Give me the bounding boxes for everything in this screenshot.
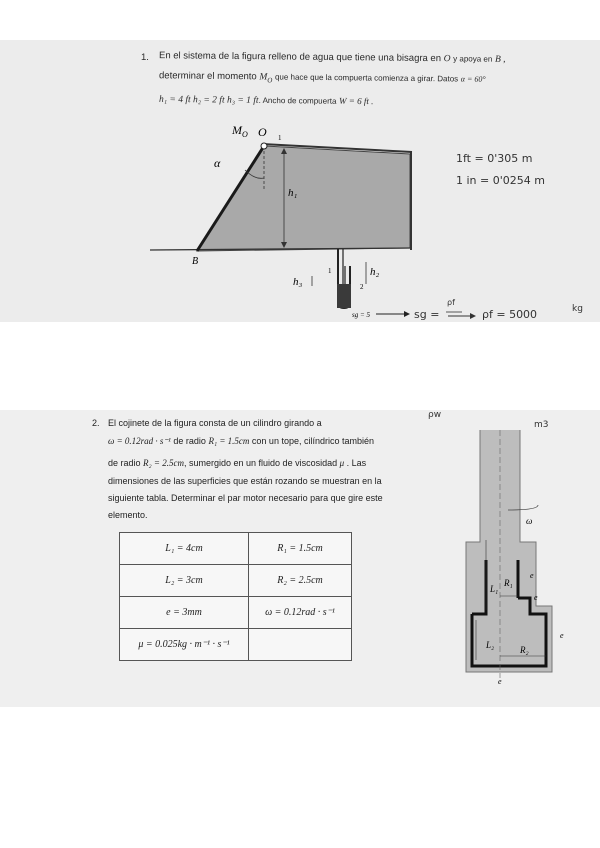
problem1-photo	[0, 40, 600, 322]
note-result: ρf = 5000	[482, 308, 538, 321]
table-row	[120, 597, 352, 629]
label-O: O	[258, 125, 267, 139]
label-e2: e	[534, 593, 538, 602]
label-h2: h₂	[370, 266, 380, 278]
problem1-line2: determinar el momento $M_O$ que hace que la compuerta comienza a girar. Datos α = 60°	[158, 70, 486, 85]
problem2-line1: El cojinete de la figura consta de un cilindro girando a	[108, 418, 322, 428]
label-h1: h₁	[288, 187, 298, 199]
note-ft-conversion: 1ft = 0'305 m	[456, 152, 533, 165]
sg-arrowhead	[404, 311, 410, 317]
table-cell: e = 3mm	[120, 597, 249, 629]
label-B: B	[192, 256, 199, 267]
note-in-conversion: 1 in = 0'0254 m	[456, 174, 545, 187]
table-cell: ω = 0.12rad · s⁻¹	[249, 597, 352, 629]
table-row	[120, 565, 352, 597]
note-sg-equation: sg =	[414, 308, 440, 321]
problem2-line4: dimensiones de las superficies que están rozando se muestran en la	[108, 476, 382, 486]
label-e1: e	[530, 571, 534, 580]
note-unit-m3: m3	[534, 420, 549, 430]
problem2-line2: ω = 0.12rad · s⁻¹ de radio R₁ = 1.5cm con un tope, cilíndrico también	[108, 436, 374, 446]
table-cell: R₁ = 1.5cm	[249, 533, 352, 565]
label-manometer-2: 2	[360, 283, 364, 291]
problem2-line5: siguiente tabla. Determinar el par motor necesario para que gire este	[108, 493, 383, 503]
label-R1: R₁	[504, 578, 513, 588]
equation-arrowhead	[470, 313, 476, 319]
hinge-O	[261, 143, 267, 149]
label-M: M	[232, 123, 242, 137]
label-alpha: α	[214, 156, 221, 170]
note-unit: kg	[572, 304, 583, 314]
note-fraction-top: ρf	[447, 298, 455, 307]
label-L2: L₂	[486, 640, 495, 650]
table-cell: μ = 0.025kg · m⁻¹ · s⁻¹	[120, 629, 249, 661]
table-row	[120, 533, 352, 565]
problem1-line1: En el sistema de la figura relleno de agua que tiene una bisagra en O y apoya en B ,	[158, 50, 506, 65]
table-cell: L₁ = 4cm	[120, 533, 249, 565]
label-e4: e	[498, 677, 502, 686]
label-h3: h₃	[293, 276, 303, 288]
label-M-sub: O	[242, 130, 248, 139]
label-R2: R₂	[520, 645, 529, 655]
manometer-fluid	[337, 284, 351, 308]
problem2-number: 2.	[92, 418, 100, 428]
label-omega: ω	[526, 516, 533, 526]
label-sg: sg = 5	[352, 311, 370, 319]
table-cell: L₂ = 3cm	[120, 565, 249, 597]
problem2-line6: elemento.	[108, 510, 148, 520]
table-cell	[249, 629, 352, 661]
table-row	[120, 629, 352, 661]
problem2-line3: de radio R₂ = 2.5cm, sumergido en un fluido de viscosidad μ . Las	[108, 458, 367, 468]
table-cell: R₂ = 2.5cm	[249, 565, 352, 597]
label-e3: e	[560, 631, 564, 640]
label-L1: L₁	[490, 584, 499, 594]
shaft-body	[466, 430, 552, 672]
note-pw: ρw	[428, 410, 442, 420]
label-manometer-1: 1	[328, 267, 332, 275]
problem1-number: 1.	[141, 52, 149, 63]
parameters-table	[119, 532, 352, 661]
label-point-1: 1	[278, 134, 282, 142]
problem1-line3: h₁ = 4 ft h₂ = 2 ft h₃ = 1 ft. Ancho de compuerta W = 6 ft .	[158, 94, 374, 107]
